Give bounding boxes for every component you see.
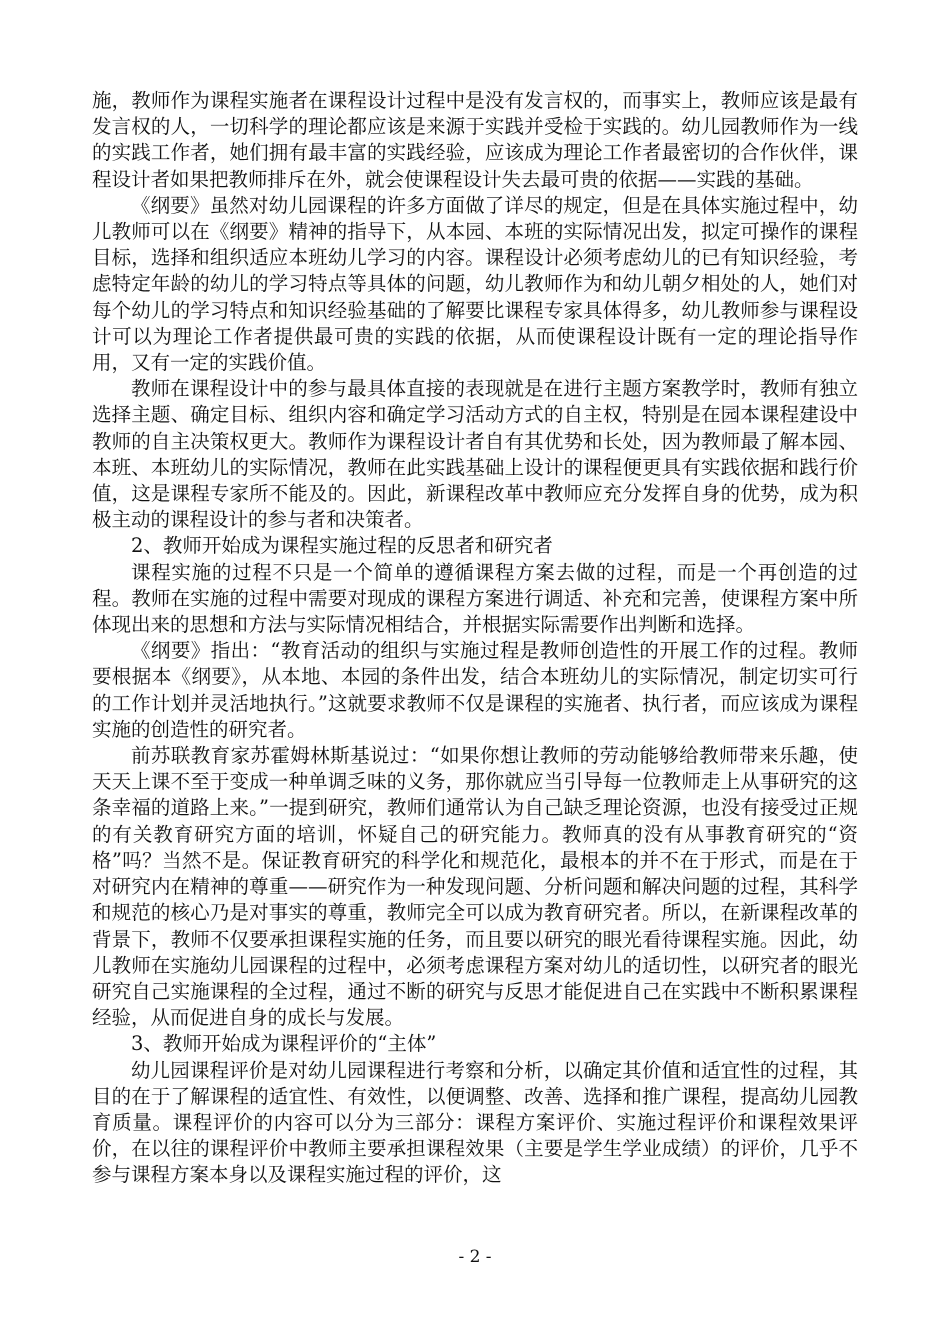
page-number: - 2 - [458,1247,492,1267]
section-heading-3: 3、教师开始成为课程评价的“主体” [131,1032,437,1056]
document-body [92,88,858,1189]
paragraph-continuation: 施，教师作为课程实施者在课程设计过程中是没有发言权的，而事实上，教师应该是最有发言权的人，一切科学的理论都应该是来源于实践并受检于实践的。幼儿园教师作为一线的实践工作者，她们拥有最丰富的实践经验，应该成为理论工作者最密切的合作伙伴，课程设计者如果把教师排斥在外，就会使课程设计失去最可贵的依据——实践的基础。 [92,89,858,191]
section-heading-2: 2、教师开始成为课程实施过程的反思者和研究者 [131,534,553,558]
paragraph-implementation-process: 课程实施的过程不只是一个简单的遵循课程方案去做的过程，而是一个再创造的过程。教师在实施的过程中需要对现成的课程方案进行调适、补充和完善，使课程方案中所体现出来的思想和方法与实际情况相结合，并根据实际需要作出判断和选择。 [92,560,858,637]
paragraph-sukhomlinsky: 前苏联教育家苏霍姆林斯基说过：“如果你想让教师的劳动能够给教师带来乐趣，使天天上课不至于变成一种单调乏味的义务，那你就应当引导每一位教师走上从事研究的这条幸福的道路上来。”一提到研究，教师们通常认为自己缺乏理论资源，也没有接受过正规的有关教育研究方面的培训，怀疑自己的研究能力。教师真的没有从事教育研究的“资格”吗？当然不是。保证教育研究的科学化和规范化，最根本的并不在于形式，而是在于对研究内在精神的尊重——研究作为一种发现问题、分析问题和解决问题的过程，其科学和规范的核心乃是对事实的尊重，教师完全可以成为教育研究者。所以，在新课程改革的背景下，教师不仅要承担课程实施的任务，而且要以研究的眼光看待课程实施。因此，幼儿教师在实施幼儿园课程的过程中，必须考虑课程方案对幼儿的适切性，以研究者的眼光研究自己实施课程的全过程，通过不断的研究与反思才能促进自己在实践中不断积累课程经验，从而促进自身的成长与发展。 [92,744,858,1030]
paragraph-gangyao-curriculum-design: 《纲要》虽然对幼儿园课程的许多方面做了详尽的规定，但是在具体实施过程中，幼儿教师可以在《纲要》精神的指导下，从本园、本班的实际情况出发，拟定可操作的课程目标，选择和组织适应本班幼儿学习的内容。课程设计必须考虑幼儿的已有知识经验，考虑特定年龄的幼儿的学习特点等具体的问题，幼儿教师作为和幼儿朝夕相处的人，她们对每个幼儿的学习特点和知识经验基础的了解要比课程专家具体得多，幼儿教师参与课程设计可以为理论工作者提供最可贵的实践的依据，从而使课程设计既有一定的理论指导作用，又有一定的实践价值。 [92,193,858,375]
paragraph-teacher-participation: 教师在课程设计中的参与最具体直接的表现就是在进行主题方案教学时，教师有独立选择主题、确定目标、组织内容和确定学习活动方式的自主权，特别是在园本课程建设中教师的自主决策权更大。教师作为课程设计者自有其优势和长处，因为教师最了解本园、本班、本班幼儿的实际情况，教师在此实践基础上设计的课程便更具有实践依据和践行价值，这是课程专家所不能及的。因此，新课程改革中教师应充分发挥自身的优势，成为积极主动的课程设计的参与者和决策者。 [92,377,858,532]
paragraph-gangyao-quote: 《纲要》指出：“教育活动的组织与实施过程是教师创造性的开展工作的过程。教师要根据本《纲要》，从本地、本园的条件出发，结合本班幼儿的实际情况，制定切实可行的工作计划并灵活地执行。”这就要求教师不仅是课程的实施者、执行者，而应该成为课程实施的创造性的研究者。 [92,639,858,741]
paragraph-curriculum-evaluation: 幼儿园课程评价是对幼儿园课程进行考察和分析，以确定其价值和适宜性的过程，其目的在于了解课程的适宜性、有效性，以便调整、改善、选择和推广课程，提高幼儿园教育质量。课程评价的内容可以分为三部分：课程方案评价、实施过程评价和课程效果评价，在以往的课程评价中教师主要承担课程效果（主要是学生学业成绩）的评价，几乎不参与课程方案本身以及课程实施过程的评价，这 [92,1058,858,1187]
